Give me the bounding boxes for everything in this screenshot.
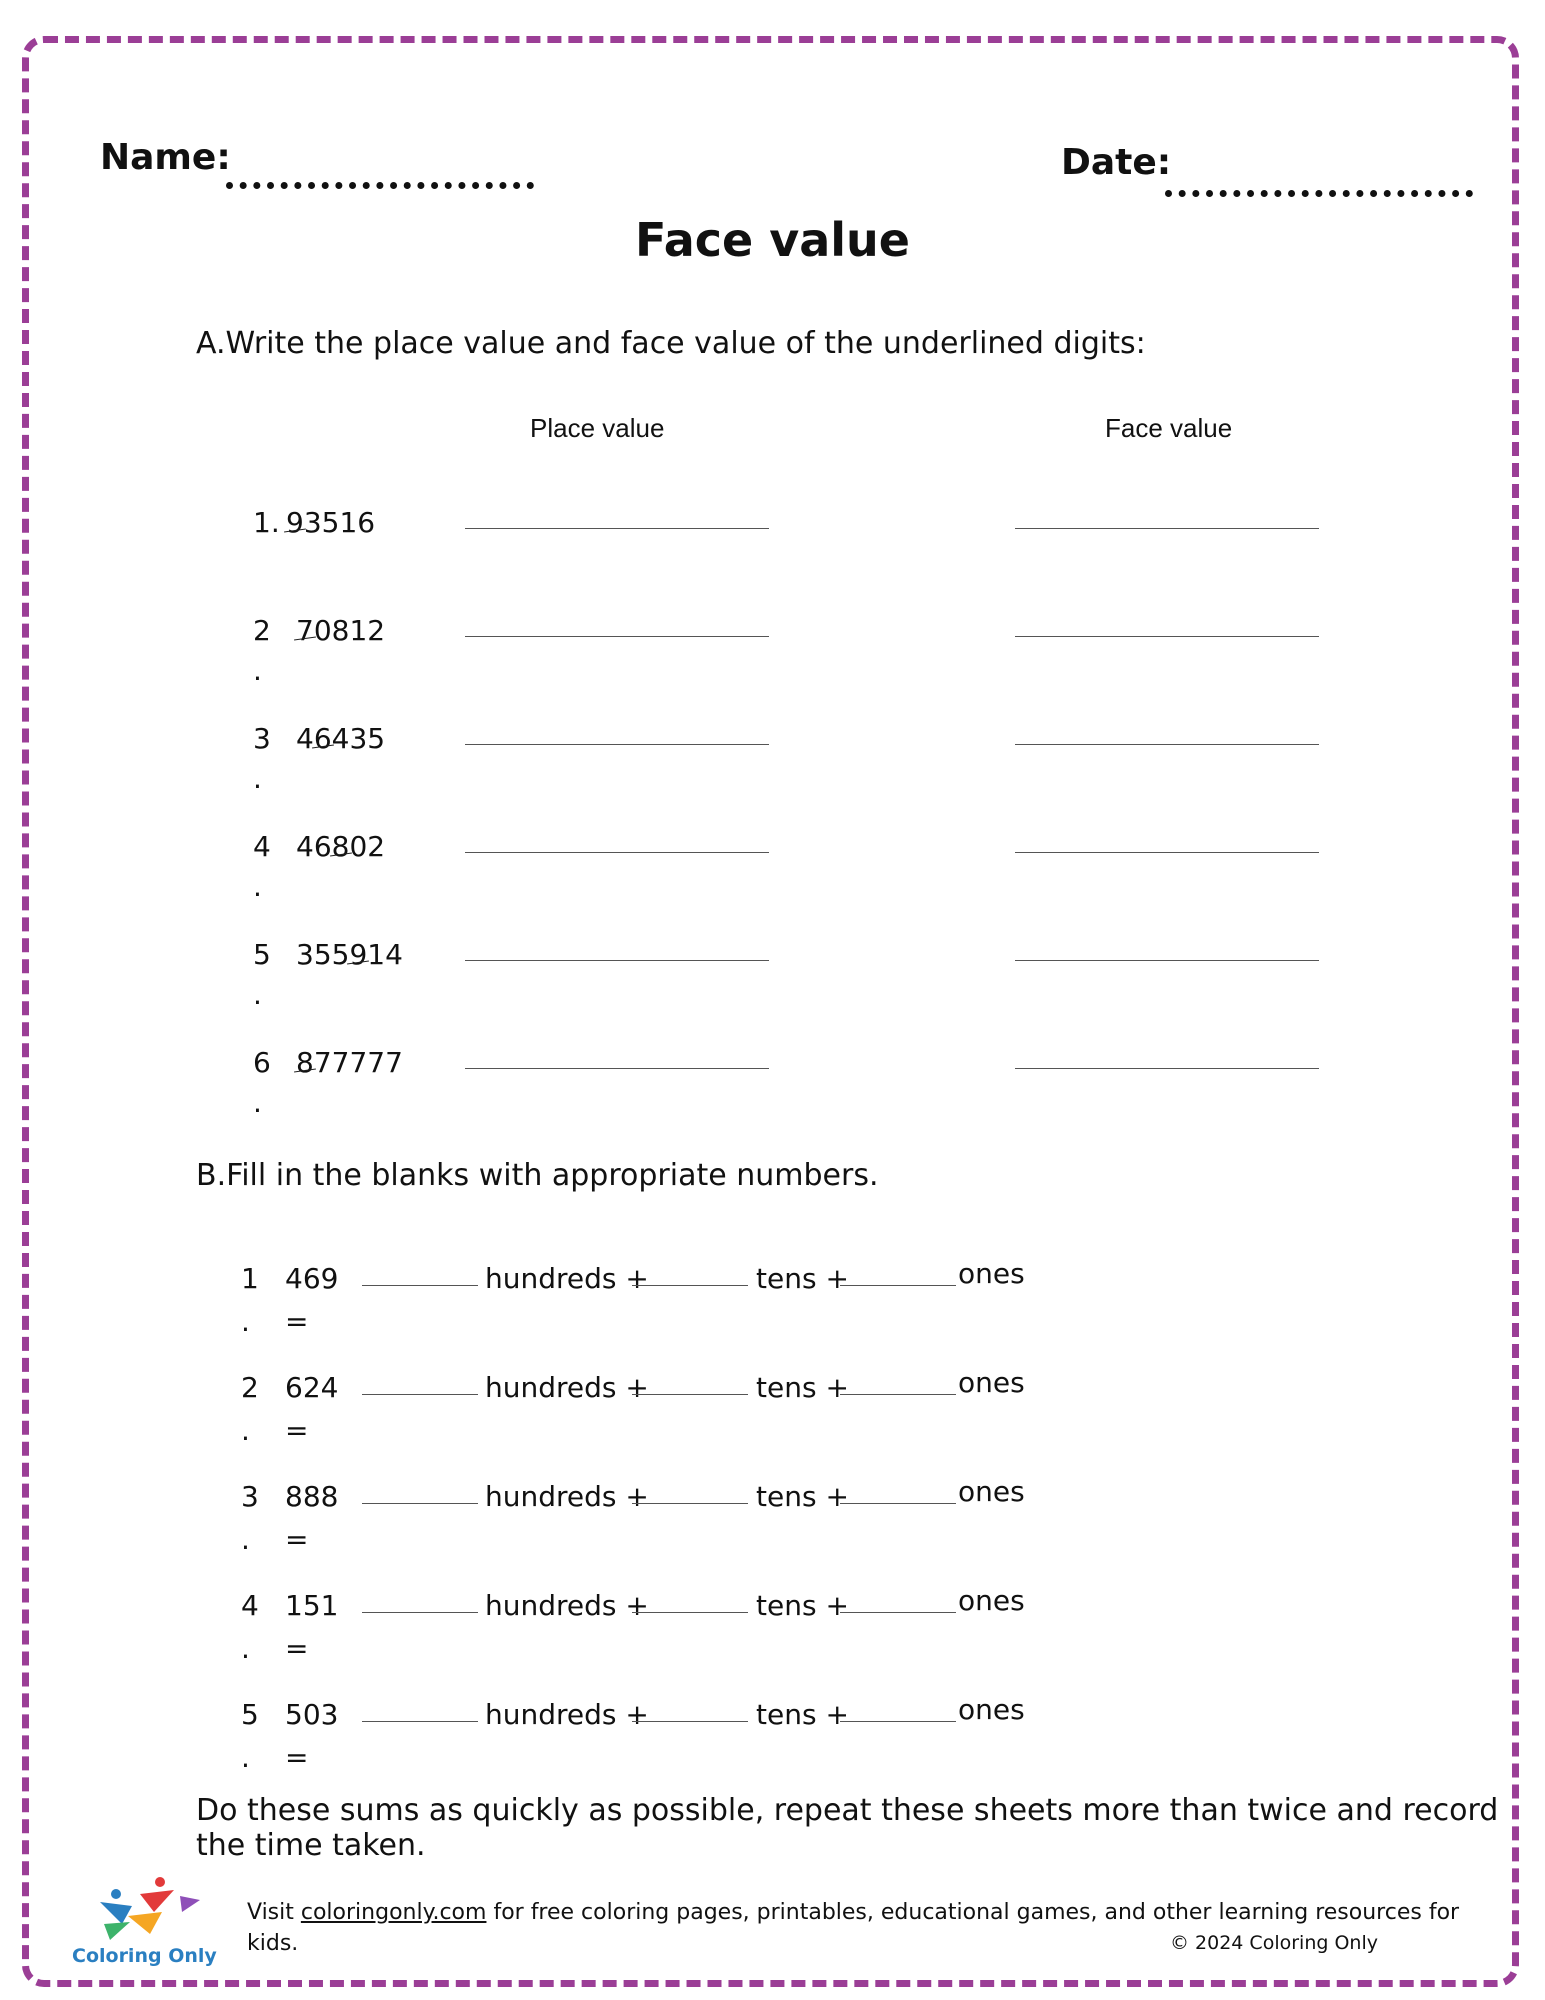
place-value-blank[interactable] <box>465 636 769 637</box>
b-item-dot: . <box>241 1414 250 1447</box>
a-item-number <box>296 1046 403 1079</box>
tens-label: tens + <box>756 1480 849 1513</box>
b-item-label: 2 <box>241 1371 259 1404</box>
a-item-number <box>296 614 385 647</box>
a-number-suffix: 435 <box>331 722 386 755</box>
face-value-blank[interactable] <box>1015 636 1319 637</box>
a-item-dot: . <box>253 654 262 687</box>
hundreds-blank[interactable] <box>362 1503 478 1504</box>
a-item-dot: . <box>253 978 262 1011</box>
tens-blank[interactable] <box>632 1394 748 1395</box>
tens-blank[interactable] <box>632 1285 748 1286</box>
a-underlined-digit: 8 <box>296 1046 314 1079</box>
b-item-equals: = <box>285 1523 309 1556</box>
section-a-instruction: A.Write the place value and face value of the underlined digits: <box>196 326 1146 361</box>
a-number-suffix: 02 <box>349 830 386 863</box>
ones-label: ones <box>958 1693 1025 1726</box>
a-item-label: 4 <box>253 830 271 863</box>
tens-label: tens + <box>756 1698 849 1731</box>
footer-link[interactable]: coloringonly.com <box>300 1900 487 1925</box>
a-number-prefix: 355 <box>296 938 350 971</box>
footer-copyright: © 2024 Coloring Only <box>1170 1932 1378 1954</box>
name-label: Name: <box>100 137 231 178</box>
footer-visit: Visit coloringonly.com for free coloring pages, printables, educational games, and other learning resources for <box>247 1900 1460 1925</box>
b-item-dot: . <box>241 1632 250 1665</box>
b-item-equals: = <box>285 1632 309 1665</box>
name-field[interactable] <box>226 182 534 189</box>
b-item-dot: . <box>241 1741 250 1774</box>
face-value-blank[interactable] <box>1015 528 1319 529</box>
place-value-blank[interactable] <box>465 852 769 853</box>
a-number-suffix: 77777 <box>313 1046 403 1079</box>
a-underlined-digit: 6 <box>313 722 332 755</box>
a-item-number <box>296 938 403 971</box>
a-number-suffix: 3516 <box>303 506 376 539</box>
col-place-value: Place value <box>530 413 665 443</box>
date-label: Date: <box>1061 142 1172 183</box>
tens-blank[interactable] <box>632 1612 748 1613</box>
b-item-label: 3 <box>241 1480 259 1513</box>
ones-label: ones <box>958 1584 1025 1617</box>
face-value-blank[interactable] <box>1015 1068 1319 1069</box>
hundreds-label: hundreds + <box>485 1371 649 1404</box>
a-item-dot: . <box>253 870 262 903</box>
tens-label: tens + <box>756 1589 849 1622</box>
a-item-number <box>296 722 385 755</box>
a-item-label: 6 <box>253 1046 271 1079</box>
b-item-dot: . <box>241 1305 250 1338</box>
hundreds-label: hundreds + <box>485 1589 649 1622</box>
face-value-blank[interactable] <box>1015 960 1319 961</box>
logo-text: Coloring Only <box>72 1945 217 1967</box>
note-line-1: Do these sums as quickly as possible, repeat these sheets more than twice and record <box>196 1793 1499 1828</box>
section-b-instruction: B.Fill in the blanks with appropriate numbers. <box>196 1158 879 1193</box>
b-item-number: 503 <box>285 1698 339 1731</box>
tens-blank[interactable] <box>632 1503 748 1504</box>
b-item-number: 888 <box>285 1480 339 1513</box>
b-item-label: 1 <box>241 1262 259 1295</box>
ones-blank[interactable] <box>840 1721 956 1722</box>
ones-blank[interactable] <box>840 1503 956 1504</box>
a-number-suffix: 0812 <box>313 614 386 647</box>
a-number-prefix: 4 <box>296 722 314 755</box>
place-value-blank[interactable] <box>465 528 769 529</box>
a-number-prefix: 46 <box>296 830 332 863</box>
hundreds-blank[interactable] <box>362 1285 478 1286</box>
coloring-only-logo <box>70 1872 220 1972</box>
hundreds-blank[interactable] <box>362 1721 478 1722</box>
footer-kids: kids. <box>247 1931 299 1956</box>
b-item-dot: . <box>241 1523 250 1556</box>
b-item-number: 469 <box>285 1262 339 1295</box>
a-item-label: 3 <box>253 722 271 755</box>
a-underlined-digit: 9 <box>349 938 368 971</box>
b-item-equals: = <box>285 1305 309 1338</box>
a-item-label: 1. <box>253 506 280 539</box>
date-field[interactable] <box>1165 190 1473 197</box>
hundreds-label: hundreds + <box>485 1698 649 1731</box>
b-item-equals: = <box>285 1414 309 1447</box>
a-item-dot: . <box>253 1086 262 1119</box>
tens-blank[interactable] <box>632 1721 748 1722</box>
a-underlined-digit: 9 <box>286 506 304 539</box>
place-value-blank[interactable] <box>465 744 769 745</box>
ones-blank[interactable] <box>840 1394 956 1395</box>
a-underlined-digit: 8 <box>331 830 350 863</box>
a-item-dot: . <box>253 762 262 795</box>
place-value-blank[interactable] <box>465 960 769 961</box>
ones-label: ones <box>958 1366 1025 1399</box>
tens-label: tens + <box>756 1371 849 1404</box>
b-item-label: 5 <box>241 1698 259 1731</box>
a-item-number <box>296 830 385 863</box>
a-item-number <box>286 506 375 539</box>
a-underlined-digit: 7 <box>296 614 314 647</box>
ones-label: ones <box>958 1257 1025 1290</box>
hundreds-label: hundreds + <box>485 1480 649 1513</box>
b-item-number: 624 <box>285 1371 339 1404</box>
tens-label: tens + <box>756 1262 849 1295</box>
page-title: Face value <box>635 213 910 267</box>
place-value-blank[interactable] <box>465 1068 769 1069</box>
face-value-blank[interactable] <box>1015 744 1319 745</box>
ones-blank[interactable] <box>840 1612 956 1613</box>
ones-label: ones <box>958 1475 1025 1508</box>
hundreds-label: hundreds + <box>485 1262 649 1295</box>
hundreds-blank[interactable] <box>362 1394 478 1395</box>
note-line-2: the time taken. <box>196 1828 426 1863</box>
hundreds-blank[interactable] <box>362 1612 478 1613</box>
a-number-suffix: 14 <box>367 938 403 971</box>
ones-blank[interactable] <box>840 1285 956 1286</box>
b-item-number: 151 <box>285 1589 339 1622</box>
col-face-value: Face value <box>1105 413 1233 443</box>
face-value-blank[interactable] <box>1015 852 1319 853</box>
b-item-equals: = <box>285 1741 309 1774</box>
a-item-label: 5 <box>253 938 271 971</box>
a-item-label: 2 <box>253 614 271 647</box>
b-item-label: 4 <box>241 1589 259 1622</box>
